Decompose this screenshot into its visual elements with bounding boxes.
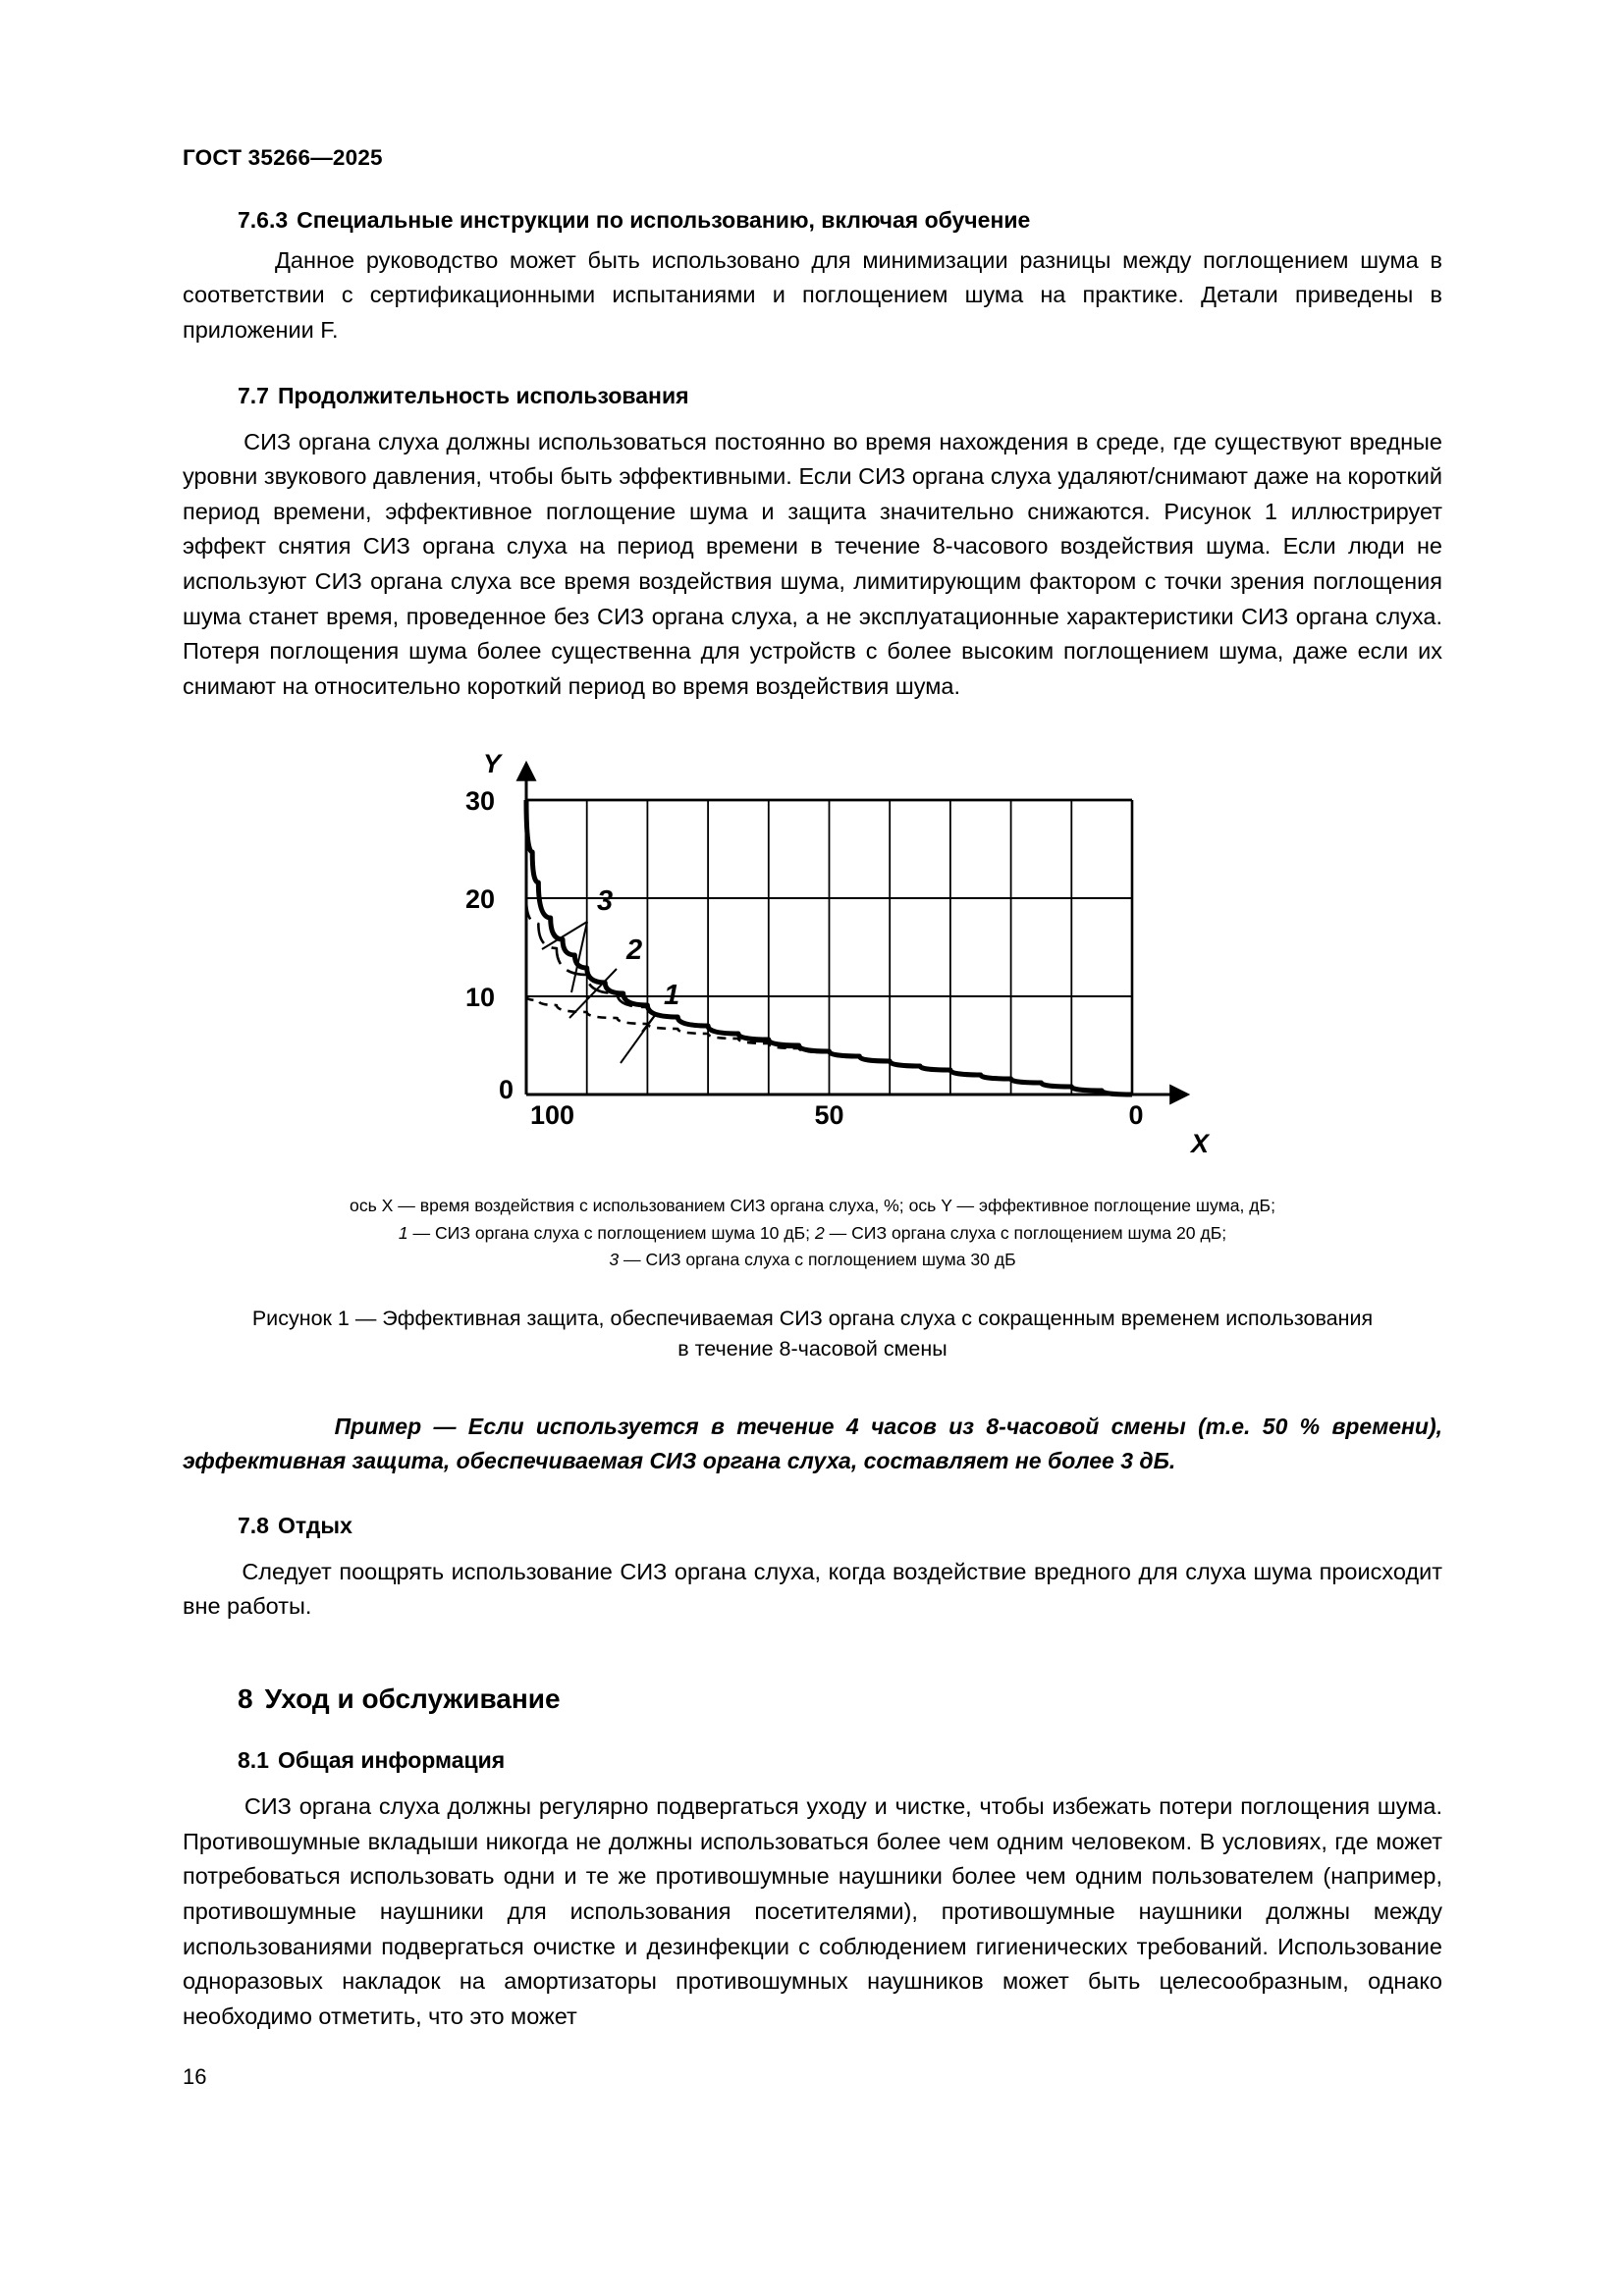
y-axis-label: Y [482,749,501,779]
heading-8 [183,1682,1442,1717]
figure-1-caption-line-2: в течение 8-часовой смены [677,1336,947,1361]
legend-desc-2: — СИЗ органа слуха с поглощением шума 20 дБ; [824,1222,1227,1243]
heading-7-8-title: Отдых [277,1512,352,1538]
x-axis-label: X [1190,1129,1209,1159]
heading-7-6-3 [183,206,1442,236]
running-head: ГОСТ 35266—2025 [183,145,383,170]
legend-desc-3: — СИЗ органа слуха с поглощением шума 30 дБ [619,1250,1016,1270]
figure-1-plot [183,749,1442,1171]
legend-key-3: 3 [609,1250,620,1270]
legend-key-1: 1 [398,1222,408,1243]
figure-1-notes [183,1193,1442,1274]
figure-1-caption-line-1: Рисунок 1 — Эффективная защита, обеспечиваемая СИЗ органа слуха с сокращенным временем использования [251,1306,1374,1330]
heading-7-8-number: 7.8 [238,1512,269,1538]
y-tick-label: 20 [464,884,495,915]
page-number: 16 [183,2064,207,2089]
heading-7-6-3-number: 7.6.3 [238,207,289,233]
x-tick-label: 50 [813,1100,844,1131]
curve-label-3: 3 [596,885,613,918]
y-tick-label: 10 [464,983,495,1013]
curve-label-1: 1 [663,980,679,1012]
heading-7-7 [183,382,1442,411]
legend-desc-1: — СИЗ органа слуха с поглощением шума 10 дБ; [407,1222,815,1243]
paragraph-7-7: СИЗ органа слуха должны использоваться постоянно во время нахождения в среде, где существуют вредные уровни звукового давления, чтобы быть эффективными. Если СИЗ органа слуха удаляют/снимают даже на короткий период времени, эффективное поглощение шума и защита значительно снижаются. Рисунок 1 иллюстрирует эффект снятия СИЗ органа слуха на период времени в течение 8-часового воздействия шума. Если люди не используют СИЗ органа слуха все время воздействия шума, лимитирующим фактором с точки зрения поглощения шума станет время, проведенное без СИЗ органа слуха, а не эксплуатационные характеристики СИЗ органа слуха. Потеря поглощения шума более существенна для устройств с более высоким поглощением шума, даже если их снимают на относительно короткий период во время воздействия шума. [183,428,1449,699]
legend-key-2: 2 [814,1222,825,1243]
curve-label-2: 2 [625,934,642,967]
page-content [183,206,1449,2034]
figure-1 [183,749,1442,1364]
heading-7-8 [183,1512,1442,1541]
heading-7-7-number: 7.7 [238,382,269,408]
heading-8-1-title: Общая информация [277,1747,506,1774]
heading-8-number: 8 [238,1682,253,1714]
heading-7-7-title: Продолжительность использования [277,382,689,408]
figure-1-caption [183,1304,1442,1364]
example-note: Пример — Если используется в течение 4 часов из 8-часовой смены (т.е. 50 % времени), эффективная защита, обеспечиваемая СИЗ органа слуха, составляет не более 3 дБ. [183,1413,1449,1473]
heading-8-1 [183,1746,1442,1776]
figure-1-notes-line-1: ось X — время воздействия с использованием СИЗ органа слуха, %; ось Y — эффективное поглощение шума, дБ; [350,1196,1275,1216]
figure-1-notes-line-2 [183,1220,1442,1248]
y-tick-label: 30 [464,786,495,817]
paragraph-7-8: Следует поощрять использование СИЗ органа слуха, когда воздействие вредного для слуха шума происходит вне работы. [183,1558,1449,1620]
figure-1-notes-line-3 [183,1247,1442,1274]
chart-canvas [410,749,1216,1171]
paragraph-7-6-3: Данное руководство может быть использовано для минимизации разницы между поглощением шума в соответствии с сертификационными испытаниями и поглощением шума на практике. Детали приведены в приложении F. [183,246,1449,344]
x-tick-label: 100 [529,1100,574,1131]
paragraph-8-1: СИЗ органа слуха должны регулярно подвергаться уходу и чистке, чтобы избежать потери поглощения шума. Противошумные вкладыши никогда не должны использоваться более чем одним человеком. В условиях, где может потребоваться использовать одни и те же противошумные наушники более чем одним пользователем (например, противошумные наушники для использования посетителями), противошумные наушники должны между использованиями подвергаться очистке и дезинфекции с соблюдением гигиенических требований. Использование одноразовых накладок на амортизаторы противошумных наушников может быть целесообразным, однако необходимо отметить, что это может [183,1793,1449,2029]
heading-7-6-3-title: Специальные инструкции по использованию, включая обучение [297,207,1031,233]
x-tick-label: 0 [1127,1100,1144,1131]
heading-8-title: Уход и обслуживание [264,1682,561,1714]
heading-8-1-number: 8.1 [238,1747,269,1774]
y-tick-label: 0 [498,1075,514,1105]
